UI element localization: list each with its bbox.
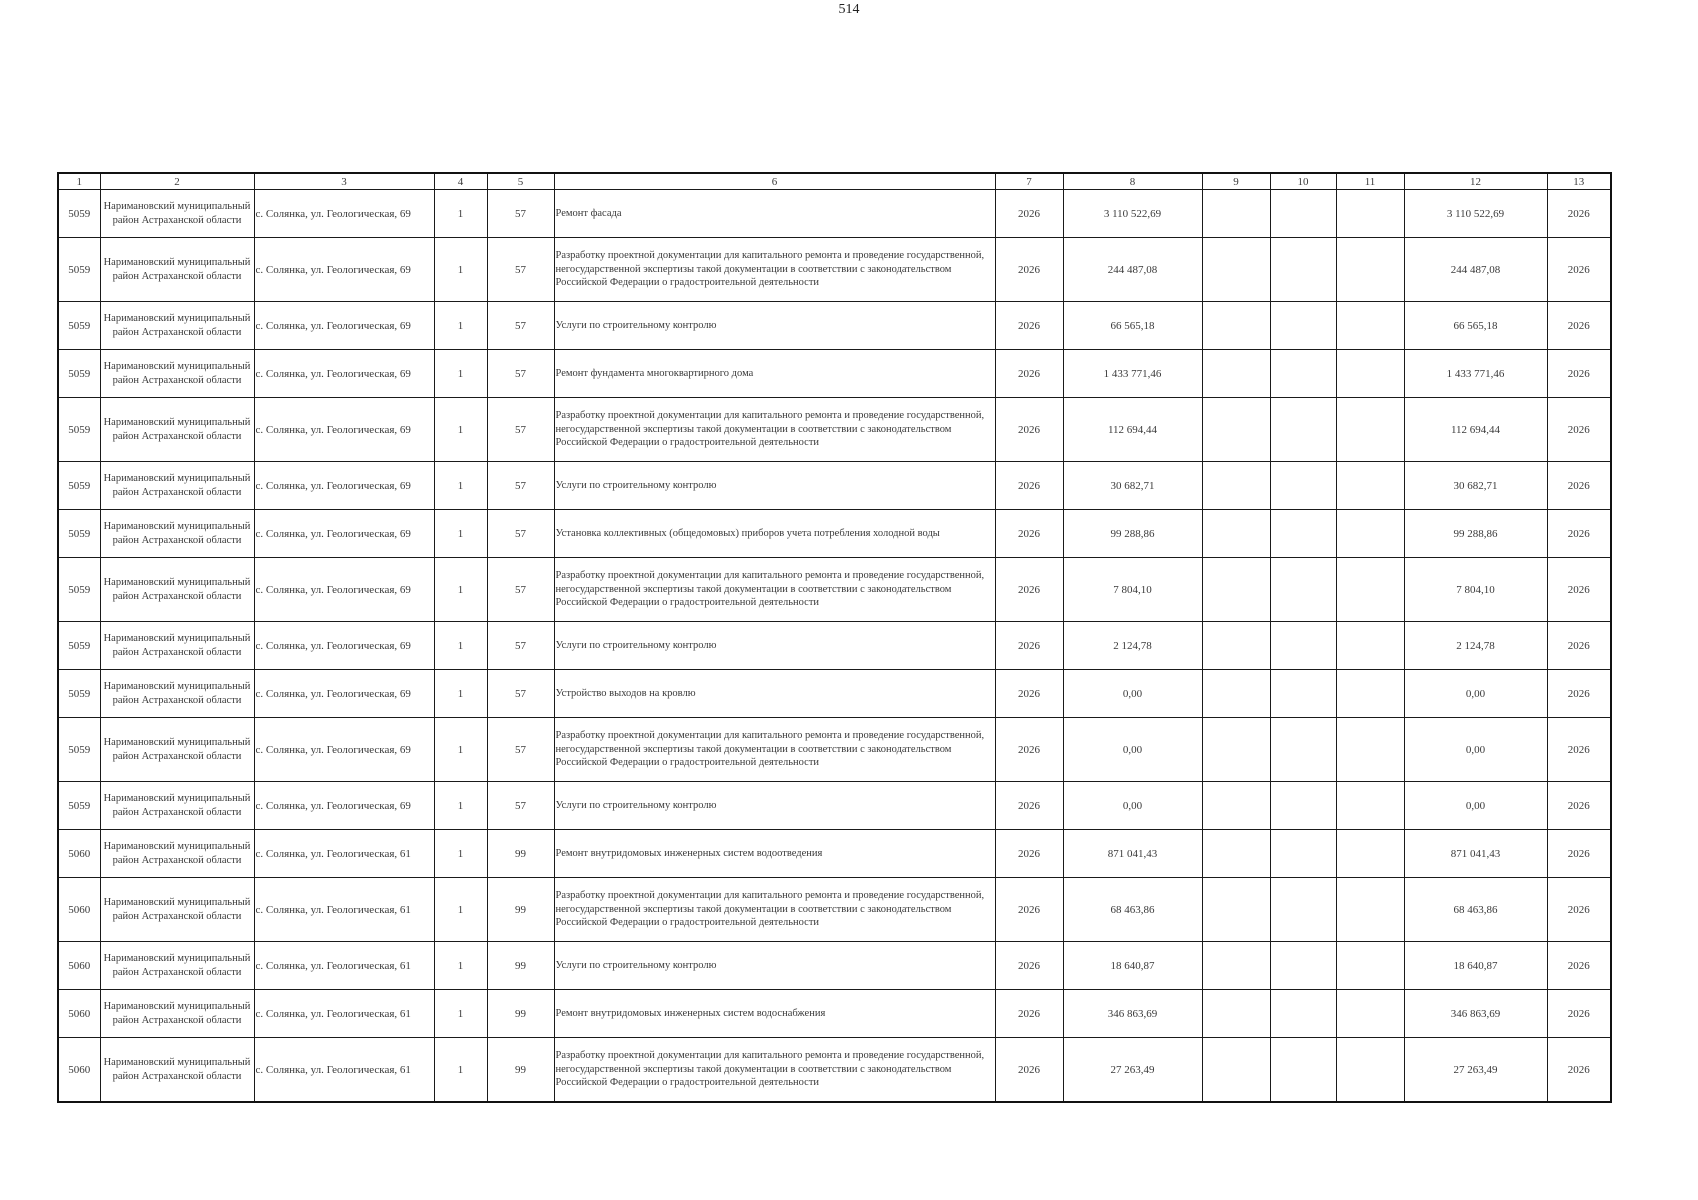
column-13-year: 2026 [1547, 302, 1611, 350]
column-4-value: 1 [434, 622, 487, 670]
column-9-value [1202, 302, 1270, 350]
district-name: Наримановский муниципальный район Астраханской области [100, 462, 254, 510]
column-10-value [1270, 1038, 1336, 1103]
plan-year: 2026 [995, 942, 1063, 990]
record-number: 5059 [58, 398, 100, 462]
column-5-value: 99 [487, 990, 554, 1038]
column-5-value: 57 [487, 398, 554, 462]
column-13-year: 2026 [1547, 942, 1611, 990]
column-4-value: 1 [434, 462, 487, 510]
column-11-value [1336, 190, 1404, 238]
district-name: Наримановский муниципальный район Астраханской области [100, 238, 254, 302]
plan-year: 2026 [995, 990, 1063, 1038]
address: с. Солянка, ул. Геологическая, 69 [254, 302, 434, 350]
column-4-value: 1 [434, 350, 487, 398]
table-row [58, 622, 1611, 670]
work-type: Разработку проектной документации для капитального ремонта и проведение государственной, негосударственной экспертизы такой документации в соответствии с законодательством Российской Федерации о градостроительной деятельности [554, 878, 995, 942]
column-9-value [1202, 558, 1270, 622]
column-number-9: 9 [1202, 173, 1270, 190]
address: с. Солянка, ул. Геологическая, 61 [254, 942, 434, 990]
table-body [58, 173, 1611, 1102]
work-type: Разработку проектной документации для капитального ремонта и проведение государственной, негосударственной экспертизы такой документации в соответствии с законодательством Российской Федерации о градостроительной деятельности [554, 238, 995, 302]
column-4-value: 1 [434, 1038, 487, 1103]
column-9-value [1202, 1038, 1270, 1103]
column-13-year: 2026 [1547, 510, 1611, 558]
work-type: Ремонт внутридомовых инженерных систем водоснабжения [554, 990, 995, 1038]
table-row [58, 1038, 1611, 1103]
record-number: 5059 [58, 510, 100, 558]
plan-year: 2026 [995, 622, 1063, 670]
column-13-year: 2026 [1547, 782, 1611, 830]
plan-year: 2026 [995, 782, 1063, 830]
column-13-year: 2026 [1547, 238, 1611, 302]
column-number-10: 10 [1270, 173, 1336, 190]
column-4-value: 1 [434, 238, 487, 302]
column-10-value [1270, 190, 1336, 238]
column-9-value [1202, 942, 1270, 990]
column-9-value [1202, 190, 1270, 238]
column-11-value [1336, 830, 1404, 878]
column-13-year: 2026 [1547, 718, 1611, 782]
column-9-value [1202, 238, 1270, 302]
address: с. Солянка, ул. Геологическая, 69 [254, 238, 434, 302]
district-name: Наримановский муниципальный район Астраханской области [100, 830, 254, 878]
column-9-value [1202, 878, 1270, 942]
plan-year: 2026 [995, 1038, 1063, 1103]
address: с. Солянка, ул. Геологическая, 61 [254, 830, 434, 878]
record-number: 5060 [58, 942, 100, 990]
district-name: Наримановский муниципальный район Астраханской области [100, 670, 254, 718]
total-cost: 66 565,18 [1063, 302, 1202, 350]
column-10-value [1270, 558, 1336, 622]
column-5-value: 57 [487, 302, 554, 350]
column-13-year: 2026 [1547, 670, 1611, 718]
column-number-13: 13 [1547, 173, 1611, 190]
column-12-cost: 0,00 [1404, 718, 1547, 782]
total-cost: 3 110 522,69 [1063, 190, 1202, 238]
column-11-value [1336, 238, 1404, 302]
table-row [58, 350, 1611, 398]
district-name: Наримановский муниципальный район Астраханской области [100, 558, 254, 622]
work-type: Ремонт фасада [554, 190, 995, 238]
schedule-table-wrapper [57, 172, 1612, 1103]
table-row [58, 190, 1611, 238]
column-10-value [1270, 462, 1336, 510]
district-name: Наримановский муниципальный район Астраханской области [100, 350, 254, 398]
record-number: 5059 [58, 190, 100, 238]
column-12-cost: 99 288,86 [1404, 510, 1547, 558]
work-type: Установка коллективных (общедомовых) приборов учета потребления холодной воды [554, 510, 995, 558]
address: с. Солянка, ул. Геологическая, 69 [254, 398, 434, 462]
column-4-value: 1 [434, 558, 487, 622]
total-cost: 68 463,86 [1063, 878, 1202, 942]
column-10-value [1270, 942, 1336, 990]
work-type: Ремонт фундамента многоквартирного дома [554, 350, 995, 398]
address: с. Солянка, ул. Геологическая, 61 [254, 878, 434, 942]
plan-year: 2026 [995, 718, 1063, 782]
column-11-value [1336, 398, 1404, 462]
work-type: Услуги по строительному контролю [554, 302, 995, 350]
column-12-cost: 3 110 522,69 [1404, 190, 1547, 238]
column-4-value: 1 [434, 510, 487, 558]
total-cost: 0,00 [1063, 782, 1202, 830]
column-9-value [1202, 830, 1270, 878]
record-number: 5060 [58, 878, 100, 942]
column-10-value [1270, 990, 1336, 1038]
record-number: 5060 [58, 830, 100, 878]
column-10-value [1270, 830, 1336, 878]
column-number-8: 8 [1063, 173, 1202, 190]
district-name: Наримановский муниципальный район Астраханской области [100, 942, 254, 990]
column-5-value: 57 [487, 558, 554, 622]
record-number: 5059 [58, 782, 100, 830]
column-11-value [1336, 670, 1404, 718]
column-12-cost: 7 804,10 [1404, 558, 1547, 622]
column-10-value [1270, 782, 1336, 830]
column-number-6: 6 [554, 173, 995, 190]
plan-year: 2026 [995, 350, 1063, 398]
column-11-value [1336, 462, 1404, 510]
district-name: Наримановский муниципальный район Астраханской области [100, 990, 254, 1038]
column-11-value [1336, 622, 1404, 670]
column-5-value: 57 [487, 462, 554, 510]
work-type: Разработку проектной документации для капитального ремонта и проведение государственной, негосударственной экспертизы такой документации в соответствии с законодательством Российской Федерации о градостроительной деятельности [554, 398, 995, 462]
record-number: 5059 [58, 670, 100, 718]
total-cost: 871 041,43 [1063, 830, 1202, 878]
record-number: 5060 [58, 990, 100, 1038]
district-name: Наримановский муниципальный район Астраханской области [100, 782, 254, 830]
column-12-cost: 346 863,69 [1404, 990, 1547, 1038]
column-11-value [1336, 510, 1404, 558]
column-10-value [1270, 398, 1336, 462]
record-number: 5060 [58, 1038, 100, 1103]
column-9-value [1202, 622, 1270, 670]
column-11-value [1336, 350, 1404, 398]
table-row [58, 462, 1611, 510]
total-cost: 112 694,44 [1063, 398, 1202, 462]
work-type: Разработку проектной документации для капитального ремонта и проведение государственной, негосударственной экспертизы такой документации в соответствии с законодательством Российской Федерации о градостроительной деятельности [554, 1038, 995, 1103]
column-5-value: 57 [487, 782, 554, 830]
column-4-value: 1 [434, 990, 487, 1038]
column-13-year: 2026 [1547, 622, 1611, 670]
column-11-value [1336, 1038, 1404, 1103]
plan-year: 2026 [995, 302, 1063, 350]
work-type: Услуги по строительному контролю [554, 782, 995, 830]
column-12-cost: 244 487,08 [1404, 238, 1547, 302]
column-5-value: 57 [487, 350, 554, 398]
column-5-value: 57 [487, 670, 554, 718]
column-4-value: 1 [434, 782, 487, 830]
column-13-year: 2026 [1547, 462, 1611, 510]
column-10-value [1270, 302, 1336, 350]
plan-year: 2026 [995, 670, 1063, 718]
address: с. Солянка, ул. Геологическая, 69 [254, 190, 434, 238]
plan-year: 2026 [995, 238, 1063, 302]
column-9-value [1202, 670, 1270, 718]
district-name: Наримановский муниципальный район Астраханской области [100, 398, 254, 462]
address: с. Солянка, ул. Геологическая, 69 [254, 718, 434, 782]
table-row [58, 718, 1611, 782]
column-number-5: 5 [487, 173, 554, 190]
address: с. Солянка, ул. Геологическая, 61 [254, 1038, 434, 1103]
column-number-12: 12 [1404, 173, 1547, 190]
column-4-value: 1 [434, 718, 487, 782]
page-number: 514 [838, 2, 860, 17]
plan-year: 2026 [995, 510, 1063, 558]
column-13-year: 2026 [1547, 350, 1611, 398]
column-12-cost: 68 463,86 [1404, 878, 1547, 942]
address: с. Солянка, ул. Геологическая, 69 [254, 670, 434, 718]
table-row [58, 830, 1611, 878]
column-4-value: 1 [434, 830, 487, 878]
column-4-value: 1 [434, 878, 487, 942]
column-number-11: 11 [1336, 173, 1404, 190]
district-name: Наримановский муниципальный район Астраханской области [100, 878, 254, 942]
column-number-row [58, 173, 1611, 190]
total-cost: 30 682,71 [1063, 462, 1202, 510]
address: с. Солянка, ул. Геологическая, 69 [254, 462, 434, 510]
work-type: Услуги по строительному контролю [554, 462, 995, 510]
table-row [58, 990, 1611, 1038]
total-cost: 1 433 771,46 [1063, 350, 1202, 398]
column-9-value [1202, 510, 1270, 558]
address: с. Солянка, ул. Геологическая, 69 [254, 558, 434, 622]
record-number: 5059 [58, 558, 100, 622]
repair-schedule-table [57, 172, 1612, 1103]
column-12-cost: 0,00 [1404, 782, 1547, 830]
record-number: 5059 [58, 622, 100, 670]
column-12-cost: 1 433 771,46 [1404, 350, 1547, 398]
table-row [58, 942, 1611, 990]
column-12-cost: 0,00 [1404, 670, 1547, 718]
column-5-value: 57 [487, 622, 554, 670]
column-5-value: 99 [487, 878, 554, 942]
column-13-year: 2026 [1547, 830, 1611, 878]
table-row [58, 782, 1611, 830]
work-type: Разработку проектной документации для капитального ремонта и проведение государственной, негосударственной экспертизы такой документации в соответствии с законодательством Российской Федерации о градостроительной деятельности [554, 718, 995, 782]
table-row [58, 878, 1611, 942]
address: с. Солянка, ул. Геологическая, 69 [254, 350, 434, 398]
address: с. Солянка, ул. Геологическая, 69 [254, 782, 434, 830]
column-11-value [1336, 718, 1404, 782]
column-9-value [1202, 350, 1270, 398]
column-10-value [1270, 510, 1336, 558]
address: с. Солянка, ул. Геологическая, 69 [254, 510, 434, 558]
total-cost: 99 288,86 [1063, 510, 1202, 558]
column-13-year: 2026 [1547, 990, 1611, 1038]
column-10-value [1270, 350, 1336, 398]
total-cost: 2 124,78 [1063, 622, 1202, 670]
column-number-7: 7 [995, 173, 1063, 190]
column-13-year: 2026 [1547, 190, 1611, 238]
column-12-cost: 27 263,49 [1404, 1038, 1547, 1103]
table-row [58, 238, 1611, 302]
column-number-3: 3 [254, 173, 434, 190]
plan-year: 2026 [995, 190, 1063, 238]
total-cost: 346 863,69 [1063, 990, 1202, 1038]
column-9-value [1202, 718, 1270, 782]
column-9-value [1202, 398, 1270, 462]
work-type: Устройство выходов на кровлю [554, 670, 995, 718]
total-cost: 27 263,49 [1063, 1038, 1202, 1103]
column-13-year: 2026 [1547, 558, 1611, 622]
record-number: 5059 [58, 302, 100, 350]
column-4-value: 1 [434, 398, 487, 462]
column-11-value [1336, 942, 1404, 990]
table-row [58, 302, 1611, 350]
column-10-value [1270, 670, 1336, 718]
column-5-value: 57 [487, 238, 554, 302]
column-4-value: 1 [434, 942, 487, 990]
column-4-value: 1 [434, 190, 487, 238]
column-5-value: 57 [487, 190, 554, 238]
record-number: 5059 [58, 238, 100, 302]
column-11-value [1336, 782, 1404, 830]
column-12-cost: 30 682,71 [1404, 462, 1547, 510]
plan-year: 2026 [995, 830, 1063, 878]
column-12-cost: 18 640,87 [1404, 942, 1547, 990]
work-type: Ремонт внутридомовых инженерных систем водоотведения [554, 830, 995, 878]
total-cost: 0,00 [1063, 670, 1202, 718]
column-5-value: 99 [487, 1038, 554, 1103]
column-12-cost: 112 694,44 [1404, 398, 1547, 462]
column-11-value [1336, 878, 1404, 942]
column-5-value: 99 [487, 830, 554, 878]
column-5-value: 99 [487, 942, 554, 990]
total-cost: 0,00 [1063, 718, 1202, 782]
column-10-value [1270, 622, 1336, 670]
column-10-value [1270, 718, 1336, 782]
column-9-value [1202, 990, 1270, 1038]
total-cost: 18 640,87 [1063, 942, 1202, 990]
plan-year: 2026 [995, 398, 1063, 462]
column-number-2: 2 [100, 173, 254, 190]
district-name: Наримановский муниципальный район Астраханской области [100, 302, 254, 350]
column-13-year: 2026 [1547, 878, 1611, 942]
table-row [58, 558, 1611, 622]
column-11-value [1336, 558, 1404, 622]
work-type: Услуги по строительному контролю [554, 622, 995, 670]
district-name: Наримановский муниципальный район Астраханской области [100, 190, 254, 238]
column-5-value: 57 [487, 510, 554, 558]
column-4-value: 1 [434, 670, 487, 718]
column-12-cost: 66 565,18 [1404, 302, 1547, 350]
record-number: 5059 [58, 350, 100, 398]
table-row [58, 510, 1611, 558]
plan-year: 2026 [995, 878, 1063, 942]
table-row [58, 398, 1611, 462]
plan-year: 2026 [995, 558, 1063, 622]
work-type: Разработку проектной документации для капитального ремонта и проведение государственной, негосударственной экспертизы такой документации в соответствии с законодательством Российской Федерации о градостроительной деятельности [554, 558, 995, 622]
district-name: Наримановский муниципальный район Астраханской области [100, 510, 254, 558]
work-type: Услуги по строительному контролю [554, 942, 995, 990]
column-11-value [1336, 302, 1404, 350]
column-10-value [1270, 878, 1336, 942]
district-name: Наримановский муниципальный район Астраханской области [100, 622, 254, 670]
record-number: 5059 [58, 718, 100, 782]
column-5-value: 57 [487, 718, 554, 782]
district-name: Наримановский муниципальный район Астраханской области [100, 1038, 254, 1103]
column-9-value [1202, 782, 1270, 830]
district-name: Наримановский муниципальный район Астраханской области [100, 718, 254, 782]
column-9-value [1202, 462, 1270, 510]
column-12-cost: 2 124,78 [1404, 622, 1547, 670]
record-number: 5059 [58, 462, 100, 510]
column-number-1: 1 [58, 173, 100, 190]
column-11-value [1336, 990, 1404, 1038]
table-row [58, 670, 1611, 718]
total-cost: 244 487,08 [1063, 238, 1202, 302]
address: с. Солянка, ул. Геологическая, 69 [254, 622, 434, 670]
column-4-value: 1 [434, 302, 487, 350]
total-cost: 7 804,10 [1063, 558, 1202, 622]
plan-year: 2026 [995, 462, 1063, 510]
column-10-value [1270, 238, 1336, 302]
column-12-cost: 871 041,43 [1404, 830, 1547, 878]
column-number-4: 4 [434, 173, 487, 190]
column-13-year: 2026 [1547, 1038, 1611, 1103]
address: с. Солянка, ул. Геологическая, 61 [254, 990, 434, 1038]
column-13-year: 2026 [1547, 398, 1611, 462]
